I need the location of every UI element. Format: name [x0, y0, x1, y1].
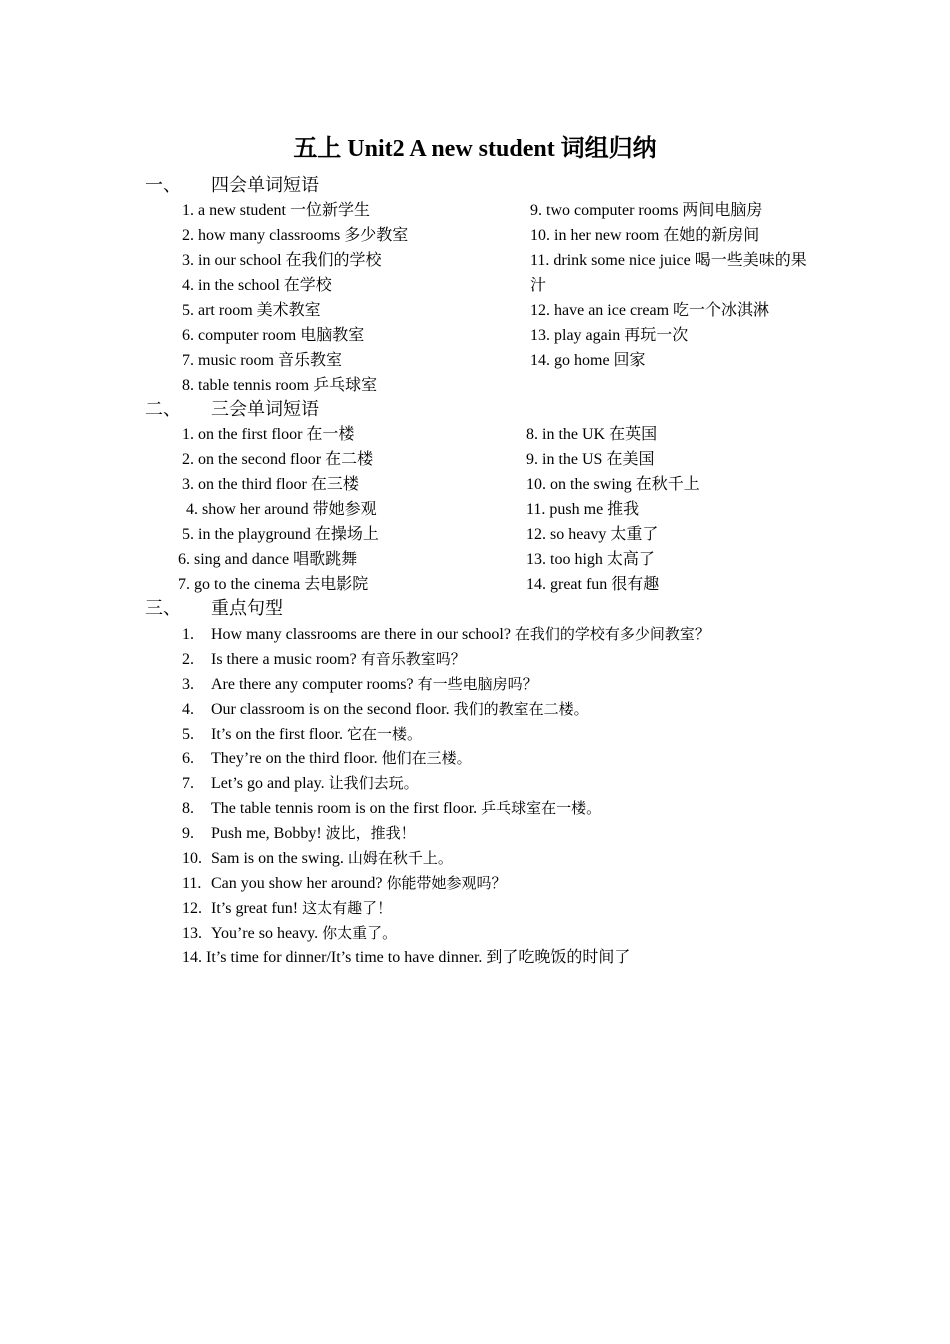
phrase-item: 8. table tennis room 乒乓球室 [182, 377, 378, 394]
phrase-item: 2. on the second floor 在二楼 [182, 451, 374, 468]
phrase-item: 9. in the US 在美国 [526, 451, 655, 468]
sentence-number: 2. [182, 650, 194, 668]
phrase-item: 10. on the swing 在秋千上 [526, 476, 700, 493]
sentence-chinese: 他们在三楼。 [381, 749, 472, 768]
phrase-item: 7. music room 音乐教室 [182, 352, 342, 369]
sentence-chinese: 它在一楼。 [346, 724, 422, 743]
three-skill-right-list [526, 422, 700, 597]
sentence-english: Can you show her around? [211, 874, 383, 892]
sentence-number: 3. [182, 675, 194, 693]
sentence-item [182, 771, 710, 796]
sentence-item [182, 821, 710, 846]
sentence-chinese: 有音乐教室吗？ [360, 649, 466, 668]
sentence-number: 8. [182, 800, 194, 818]
sentence-item [182, 746, 710, 771]
sentence-item [182, 896, 710, 921]
sentence-number: 4. [182, 700, 194, 718]
sentence-item [182, 622, 710, 647]
phrase-item: 12. have an ice cream 吃一个冰淇淋 [530, 302, 770, 319]
sentence-chinese: 我们的教室在二楼。 [453, 699, 589, 718]
phrase-item: 13. play again 再玩一次 [530, 327, 689, 344]
sentence-chinese: 你能带她参观吗？ [386, 873, 507, 892]
sentence-english: Let’s go and play. [211, 775, 325, 793]
sentence-number: 6. [182, 750, 194, 768]
sentence-number: 7. [182, 775, 194, 793]
sentence-english: Are there any computer rooms? [211, 675, 414, 693]
phrase-item: 6. computer room 电脑教室 [182, 327, 365, 344]
sentence-number: 9. [182, 825, 194, 843]
phrase-item: 14. great fun 很有趣 [526, 576, 660, 593]
sentence-chinese: 有一些电脑房吗？ [417, 674, 538, 693]
phrase-item: 13. too high 太高了 [526, 551, 655, 568]
key-sentence-list [182, 622, 710, 970]
phrase-item: 4. in the school 在学校 [182, 277, 332, 294]
page-title: 五上 Unit2 A new student 词组归纳 [293, 136, 657, 162]
sentence-number: 1. [182, 626, 194, 643]
sentence-item [182, 796, 710, 821]
sentence-english: Push me, Bobby! [211, 825, 322, 843]
sentence-item [182, 921, 710, 946]
phrase-item: 5. in the playground 在操场上 [182, 526, 379, 543]
section-heading-three-skill [145, 398, 319, 422]
sentence-english: They’re on the third floor. [211, 750, 378, 768]
sentence-item [182, 846, 710, 871]
sentence-item-last: 14. It’s time for dinner/It’s time to have dinner. 到了吃晚饭的时间了 [182, 948, 631, 966]
section-title: 重点句型 [211, 598, 283, 619]
section-title: 四会单词短语 [211, 175, 319, 196]
sentence-english: Sam is on the swing. [211, 850, 344, 868]
phrase-item: 6. sing and dance 唱歌跳舞 [178, 551, 358, 568]
phrase-item: 12. so heavy 太重了 [526, 526, 659, 543]
three-skill-left-list [178, 422, 379, 597]
sentence-number: 13. [182, 924, 202, 942]
section-number: 二、 [145, 399, 181, 420]
sentence-chinese: 你太重了。 [322, 923, 398, 942]
phrase-item: 9. two computer rooms 两间电脑房 [530, 202, 763, 219]
phrase-item: 7. go to the cinema 去电影院 [178, 576, 369, 593]
sentence-item [182, 871, 710, 896]
phrase-item: 10. in her new room 在她的新房间 [530, 227, 760, 244]
sentence-english: You’re so heavy. [211, 924, 319, 942]
section-number: 三、 [145, 598, 181, 619]
sentence-chinese: 这太有趣了！ [302, 898, 393, 917]
sentence-english: Is there a music room? [211, 650, 357, 668]
section-heading-four-skill [145, 174, 319, 198]
phrase-item: 1. on the first floor 在一楼 [182, 426, 355, 443]
section-number: 一、 [145, 175, 181, 196]
sentence-english: Our classroom is on the second floor. [211, 700, 450, 718]
sentence-item [182, 647, 710, 672]
sentence-english: The table tennis room is on the first floor. [211, 800, 478, 818]
four-skill-right-list [530, 198, 815, 373]
sentence-chinese: 波比，推我！ [325, 824, 416, 843]
sentence-item [182, 697, 710, 722]
sentence-chinese: 山姆在秋千上。 [347, 849, 453, 868]
sentence-chinese: 让我们去玩。 [328, 774, 419, 793]
phrase-item: 8. in the UK 在英国 [526, 426, 658, 443]
section-heading-key-sentences [145, 597, 283, 621]
phrase-item: 14. go home 回家 [530, 352, 646, 369]
phrase-item: 1. a new student 一位新学生 [182, 202, 370, 219]
sentence-item [182, 672, 710, 697]
section-title: 三会单词短语 [211, 399, 319, 420]
phrase-item: 11. drink some nice juice 喝一些美味的果汁 [530, 252, 807, 294]
phrase-item: 5. art room 美术教室 [182, 302, 321, 319]
sentence-english: It’s great fun! [211, 899, 299, 917]
sentence-item [182, 722, 710, 747]
four-skill-left-list [182, 198, 408, 398]
phrase-item: 11. push me 推我 [526, 501, 640, 518]
phrase-item: 4. show her around 带她参观 [186, 501, 377, 518]
phrase-item: 3. in our school 在我们的学校 [182, 252, 382, 269]
sentence-chinese: 乒乓球室在一楼。 [481, 799, 602, 818]
sentence-number: 11. [182, 874, 202, 892]
sentence-number: 10. [182, 850, 202, 868]
sentence-number: 12. [182, 899, 202, 917]
phrase-item: 2. how many classrooms 多少教室 [182, 227, 409, 244]
sentence-number: 5. [182, 725, 194, 743]
phrase-item: 3. on the third floor 在三楼 [182, 476, 359, 493]
sentence-english: How many classrooms are there in our school? [211, 626, 511, 643]
sentence-chinese: 在我们的学校有多少间教室？ [514, 625, 710, 643]
sentence-english: It’s on the first floor. [211, 725, 343, 743]
